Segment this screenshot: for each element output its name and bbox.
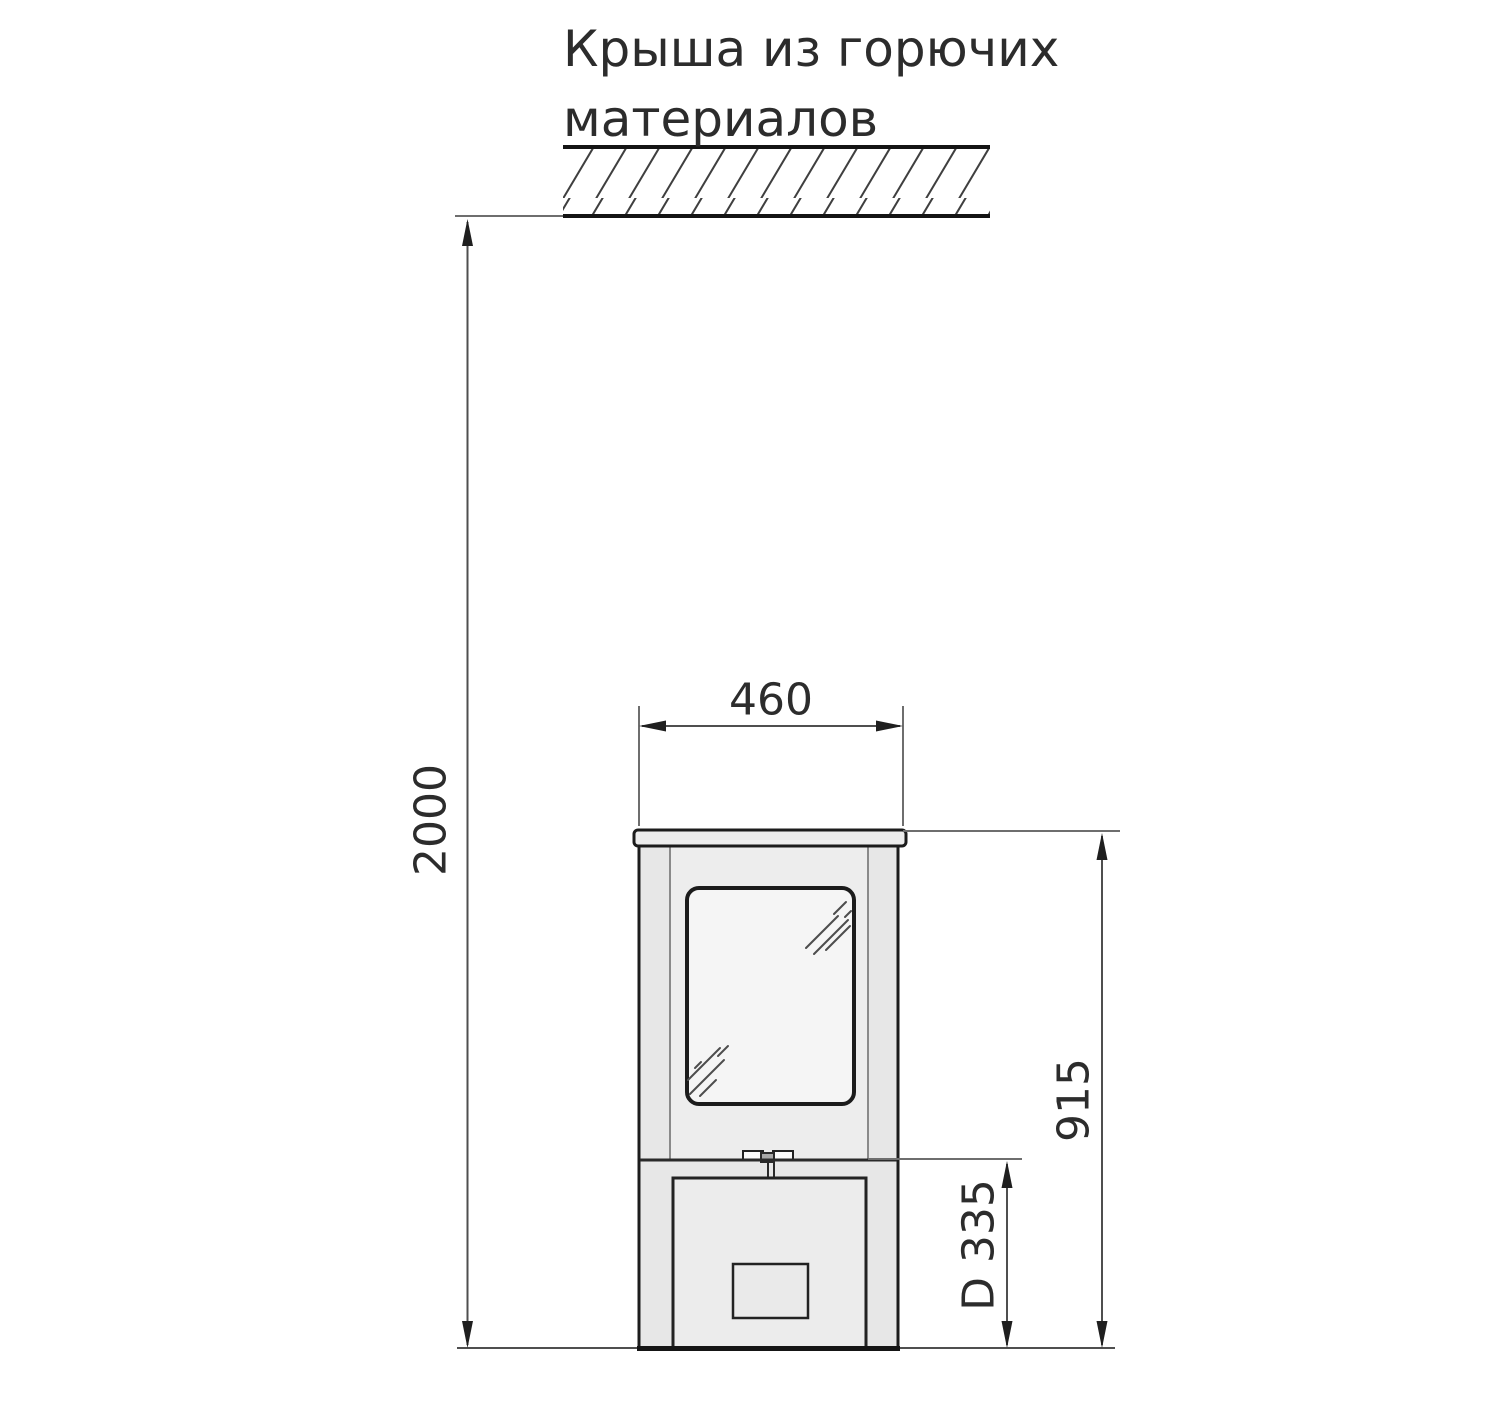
arrowhead-up-icon	[1097, 833, 1108, 860]
roof-material-label	[563, 14, 1059, 154]
dimension-label-2000: 2000	[405, 764, 457, 876]
combustible-roof-section	[455, 147, 990, 216]
stove-top-plate	[634, 830, 906, 846]
dimension-ceiling-clearance	[462, 219, 473, 1348]
arrowhead-down-icon	[462, 1321, 473, 1348]
roof-material-label-line1: Крыша из горючих	[563, 20, 1060, 78]
ash-pan-door	[733, 1264, 808, 1318]
dimension-label-460: 460	[729, 674, 813, 726]
roof-hatch-area	[563, 149, 990, 215]
dimension-label-d335: D 335	[953, 1179, 1005, 1311]
arrowhead-up-icon	[462, 219, 473, 246]
stove	[634, 830, 906, 1349]
arrowhead-left-icon	[639, 721, 666, 732]
arrowhead-down-icon	[1097, 1321, 1108, 1348]
arrowhead-right-icon	[876, 721, 903, 732]
dimension-label-915: 915	[1048, 1058, 1100, 1142]
roof-material-label-line2: материалов	[563, 90, 879, 148]
arrowhead-down-icon	[1002, 1321, 1013, 1348]
